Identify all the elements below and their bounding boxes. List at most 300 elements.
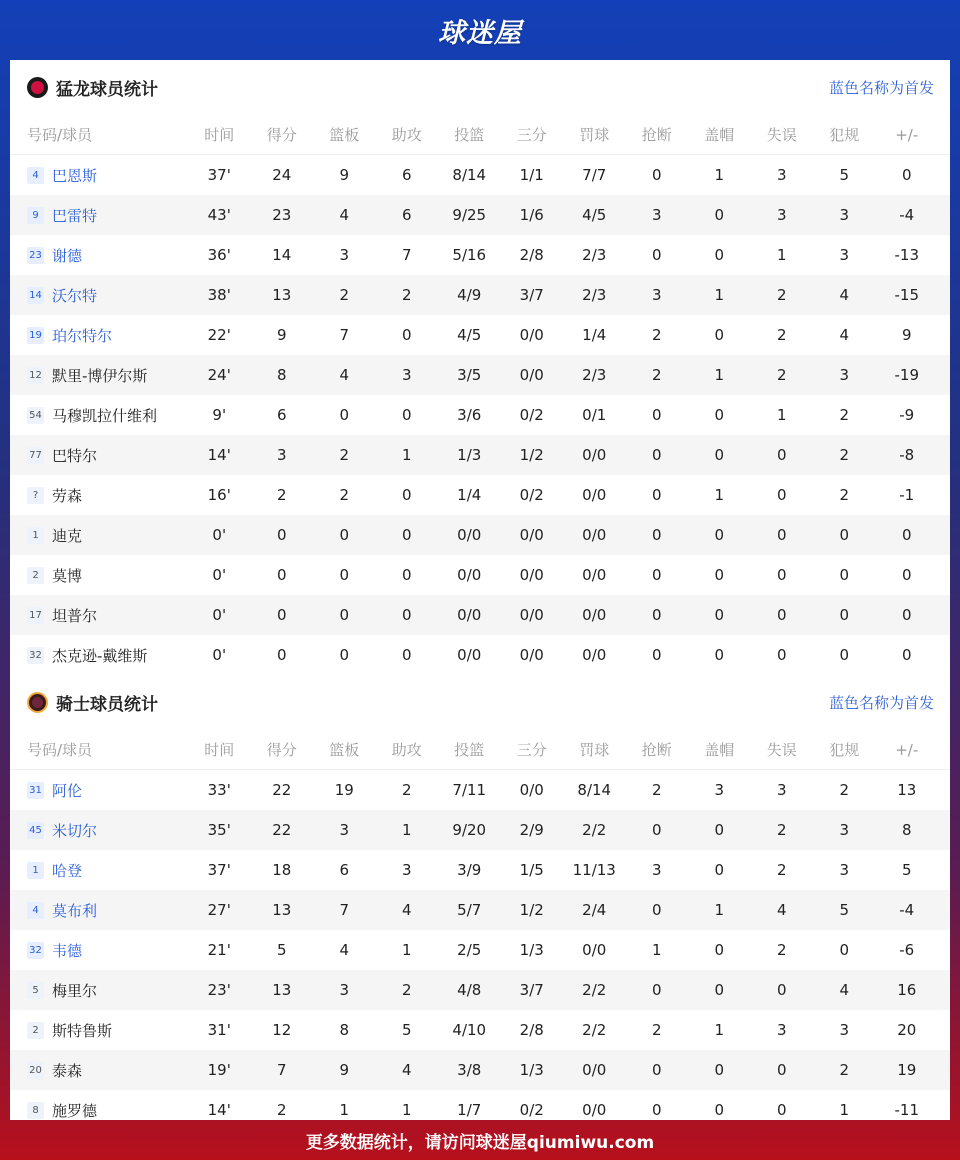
stat-cell: 3: [776, 1021, 787, 1039]
stat-cell: 3/8: [457, 1061, 482, 1079]
jersey-number: 12: [27, 367, 44, 384]
stat-cell: 2/2: [582, 981, 607, 999]
stat-cell: 1/3: [519, 1061, 544, 1079]
stat-cell: 0: [776, 1101, 787, 1119]
stat-cell: 19': [207, 1061, 231, 1079]
stat-cell: 0: [714, 981, 725, 999]
column-header[interactable]: 三分: [516, 126, 547, 144]
stat-cell: 3: [651, 286, 662, 304]
stat-cell: 1/3: [457, 446, 482, 464]
column-header[interactable]: 盖帽: [704, 741, 735, 759]
stat-cell: 22: [272, 821, 292, 839]
player-row[interactable]: [10, 1090, 950, 1120]
player-row[interactable]: [10, 475, 950, 515]
column-header[interactable]: 得分: [266, 126, 297, 144]
column-header[interactable]: +/-: [895, 125, 919, 144]
stat-cell: 2/8: [519, 246, 544, 264]
player-name-link[interactable]: 杰克逊-戴维斯: [52, 646, 148, 665]
stat-cell: 0/0: [457, 606, 482, 624]
stat-cell: 3: [276, 446, 287, 464]
stat-cell: 0: [776, 486, 787, 504]
stat-cell: 1: [714, 166, 725, 184]
stat-cell: 43': [207, 206, 231, 224]
stat-cell: 4: [776, 901, 787, 919]
jersey-number: ?: [27, 487, 44, 504]
player-row[interactable]: [10, 930, 950, 970]
player-cell: [10, 1060, 188, 1081]
stat-cell: 35': [207, 821, 231, 839]
brand-logo: 球迷屋: [438, 17, 522, 49]
player-row[interactable]: [10, 595, 950, 635]
stat-cell: 0/2: [519, 1101, 544, 1119]
stat-cell: 0: [401, 406, 412, 424]
player-name-link[interactable]: 阿伦: [52, 781, 83, 800]
stat-cell: 3: [839, 206, 850, 224]
stat-cell: 2: [776, 366, 787, 384]
player-name-link[interactable]: 梅里尔: [52, 981, 98, 1000]
player-name-link[interactable]: 谢德: [52, 246, 83, 265]
stat-cell: 0: [776, 446, 787, 464]
stat-cell: 8/14: [452, 166, 487, 184]
player-row[interactable]: [10, 890, 950, 930]
player-row[interactable]: [10, 635, 950, 675]
stat-cell: 0/0: [519, 606, 544, 624]
jersey-number: 20: [27, 1062, 44, 1079]
player-row[interactable]: [10, 395, 950, 435]
jersey-number: 8: [27, 1102, 44, 1119]
column-header[interactable]: 抢断: [641, 741, 672, 759]
jersey-number: 32: [27, 942, 44, 959]
footer-text: 更多数据统计，请访问球迷屋qiumiwu.com: [305, 1132, 655, 1153]
stat-cell: 3: [839, 366, 850, 384]
stat-cell: 3/6: [457, 406, 482, 424]
stat-cell: 0: [714, 1061, 725, 1079]
stat-cell: 0: [714, 526, 725, 544]
stat-cell: 0: [339, 606, 350, 624]
stat-cell: 7: [339, 901, 350, 919]
jersey-number: 4: [27, 167, 44, 184]
player-name-link[interactable]: 米切尔: [52, 821, 98, 840]
stat-cell: 11/13: [572, 861, 616, 879]
stat-cell: 0: [651, 901, 662, 919]
player-row[interactable]: [10, 515, 950, 555]
stat-cell: 4/5: [582, 206, 607, 224]
stat-cell: 19: [897, 1061, 917, 1079]
player-row[interactable]: [10, 770, 950, 810]
stat-cell: 2/3: [582, 286, 607, 304]
jersey-number: 77: [27, 447, 44, 464]
player-name-link[interactable]: 巴特尔: [52, 446, 98, 465]
player-name-link[interactable]: 莫布利: [52, 901, 98, 920]
player-row[interactable]: [10, 555, 950, 595]
player-cell: [10, 780, 188, 801]
column-header[interactable]: 篮板: [329, 126, 360, 144]
stat-cell: 0/0: [519, 646, 544, 664]
stat-cell: 19: [334, 781, 354, 799]
stat-cell: 0/2: [519, 406, 544, 424]
stat-cell: 9: [339, 1061, 350, 1079]
stat-cell: 2: [339, 286, 350, 304]
player-cell: [10, 285, 188, 306]
column-header[interactable]: 投篮: [454, 741, 485, 759]
player-row[interactable]: [10, 275, 950, 315]
stat-cell: 14: [272, 246, 292, 264]
stat-cell: 0: [651, 166, 662, 184]
stat-cell: 2/3: [582, 246, 607, 264]
stat-cell: 8/14: [577, 781, 612, 799]
stat-cell: 3: [776, 206, 787, 224]
player-name-link[interactable]: 莫博: [52, 566, 83, 585]
jersey-number: 5: [27, 982, 44, 999]
stat-cell: 2: [839, 1061, 850, 1079]
stat-cell: 22: [272, 781, 292, 799]
stat-cell: 0: [901, 646, 912, 664]
stat-cell: 1/4: [582, 326, 607, 344]
player-cell: [10, 485, 188, 506]
stat-cell: 0: [651, 446, 662, 464]
stat-cell: 0/1: [582, 406, 607, 424]
stat-cell: 2/8: [519, 1021, 544, 1039]
stat-cell: 2/5: [457, 941, 482, 959]
stat-cell: 8: [901, 821, 912, 839]
stat-cell: -4: [899, 206, 915, 224]
player-cell: [10, 1020, 188, 1041]
stat-cell: 2: [776, 286, 787, 304]
stat-cell: 2: [651, 326, 662, 344]
stat-cell: 0: [651, 526, 662, 544]
stat-cell: 0: [651, 566, 662, 584]
stat-cell: -9: [899, 406, 915, 424]
stat-cell: 4: [839, 326, 850, 344]
stat-cell: 4: [339, 366, 350, 384]
player-cell: [10, 645, 188, 666]
stat-cell: 3: [339, 981, 350, 999]
stat-cell: 1: [776, 246, 787, 264]
stat-cell: 1: [714, 486, 725, 504]
player-row[interactable]: [10, 1050, 950, 1090]
stat-cell: 4: [401, 1061, 412, 1079]
stat-cell: 0: [839, 646, 850, 664]
stat-cell: 0: [276, 606, 287, 624]
jersey-number: 14: [27, 287, 44, 304]
column-header[interactable]: 助攻: [391, 741, 422, 759]
starter-legend: 蓝色名称为首发: [828, 79, 934, 97]
stat-cell: 27': [207, 901, 231, 919]
stat-cell: -4: [899, 901, 915, 919]
jersey-number: 19: [27, 327, 44, 344]
player-name-link[interactable]: 斯特鲁斯: [52, 1021, 113, 1040]
stat-cell: 1: [714, 1021, 725, 1039]
player-name-link[interactable]: 巴恩斯: [52, 166, 98, 185]
stat-cell: 18: [272, 861, 292, 879]
stat-cell: 13: [897, 781, 917, 799]
stat-cell: 37': [207, 861, 231, 879]
player-row[interactable]: [10, 315, 950, 355]
stat-cell: 3: [839, 1021, 850, 1039]
stat-cell: 0: [776, 606, 787, 624]
stat-cell: 0: [901, 606, 912, 624]
column-header[interactable]: 失误: [766, 741, 797, 759]
stat-cell: 0/0: [582, 566, 607, 584]
player-name-link[interactable]: 泰森: [52, 1061, 83, 1080]
stat-cell: 2: [276, 1101, 287, 1119]
jersey-number: 31: [27, 782, 44, 799]
stat-cell: 2: [401, 981, 412, 999]
stats-panel: [10, 60, 950, 1120]
player-row[interactable]: [10, 155, 950, 195]
table-header-row: [10, 115, 950, 155]
stat-cell: 3/7: [519, 286, 544, 304]
stat-cell: 13: [272, 981, 292, 999]
jersey-number: 54: [27, 407, 44, 424]
stat-cell: 3: [839, 246, 850, 264]
team-title-group: [27, 690, 158, 715]
stat-cell: 12: [272, 1021, 292, 1039]
player-row[interactable]: [10, 810, 950, 850]
stat-cell: 16': [207, 486, 231, 504]
stat-cell: 2: [339, 446, 350, 464]
stat-cell: 3: [401, 366, 412, 384]
stat-cell: 16: [897, 981, 917, 999]
stat-cell: 1/4: [457, 486, 482, 504]
column-header[interactable]: 时间: [204, 126, 235, 144]
stat-cell: 2: [651, 366, 662, 384]
stat-cell: 2/2: [582, 821, 607, 839]
player-cell: [10, 245, 188, 266]
team-title-group: [27, 75, 158, 100]
stat-cell: 0: [401, 566, 412, 584]
team-section: [10, 60, 950, 675]
stat-cell: 0': [212, 646, 227, 664]
stat-cell: 8: [339, 1021, 350, 1039]
stat-cell: 4/8: [457, 981, 482, 999]
player-name-link[interactable]: 迪克: [52, 526, 83, 545]
stat-cell: 0: [401, 326, 412, 344]
stat-cell: 2: [339, 486, 350, 504]
stat-cell: 0/0: [582, 1061, 607, 1079]
stat-cell: 5: [901, 861, 912, 879]
player-cell: [10, 940, 188, 961]
stat-cell: 0: [839, 566, 850, 584]
cavaliers-logo-icon: [27, 692, 48, 713]
stat-cell: 9: [276, 326, 287, 344]
column-header[interactable]: 失误: [766, 126, 797, 144]
jersey-number: 17: [27, 607, 44, 624]
footer-banner[interactable]: [0, 1120, 960, 1160]
player-name-link[interactable]: 默里-博伊尔斯: [52, 366, 148, 385]
jersey-number: 2: [27, 1022, 44, 1039]
stat-cell: 0/0: [457, 646, 482, 664]
column-header[interactable]: 篮板: [329, 741, 360, 759]
column-header[interactable]: 犯规: [829, 741, 860, 759]
player-cell: [10, 325, 188, 346]
stat-cell: 3: [839, 821, 850, 839]
stat-cell: 0: [651, 981, 662, 999]
player-name-link[interactable]: 坦普尔: [52, 606, 98, 625]
stat-cell: 0: [901, 166, 912, 184]
column-header[interactable]: 助攻: [391, 126, 422, 144]
player-name-link[interactable]: 沃尔特: [52, 286, 98, 305]
player-name-link[interactable]: 马穆凯拉什维利: [52, 406, 158, 425]
player-cell: [10, 405, 188, 426]
stat-cell: 1/1: [519, 166, 544, 184]
stat-cell: 0: [401, 526, 412, 544]
stat-cell: 0: [339, 646, 350, 664]
stat-cell: 7: [339, 326, 350, 344]
stat-cell: 0: [776, 526, 787, 544]
stat-cell: 0: [651, 606, 662, 624]
stat-cell: 0/2: [519, 486, 544, 504]
stat-cell: 1: [401, 821, 412, 839]
stat-cell: 0: [839, 941, 850, 959]
stat-cell: 4: [339, 941, 350, 959]
jersey-number: 32: [27, 647, 44, 664]
stat-cell: 38': [207, 286, 231, 304]
player-name-link[interactable]: 劳森: [52, 486, 83, 505]
stat-cell: 0/0: [582, 1101, 607, 1119]
stat-cell: 0/0: [582, 526, 607, 544]
stat-cell: 3: [839, 861, 850, 879]
stat-cell: 3/5: [457, 366, 482, 384]
stat-cell: 1/7: [457, 1101, 482, 1119]
stat-cell: 2: [776, 861, 787, 879]
stat-cell: 0: [776, 566, 787, 584]
stat-cell: 1/5: [519, 861, 544, 879]
stat-cell: 0: [714, 1101, 725, 1119]
stat-cell: 2: [401, 781, 412, 799]
player-row[interactable]: [10, 1010, 950, 1050]
stat-cell: 14': [207, 446, 231, 464]
stat-cell: 9: [339, 166, 350, 184]
stat-cell: 1/3: [519, 941, 544, 959]
stat-cell: 2: [839, 486, 850, 504]
stat-cell: 0/0: [582, 941, 607, 959]
stat-cell: 0: [339, 526, 350, 544]
player-name-link[interactable]: 韦德: [52, 941, 83, 960]
stat-cell: 6: [401, 206, 412, 224]
column-header[interactable]: +/-: [895, 740, 919, 759]
column-header[interactable]: 盖帽: [704, 126, 735, 144]
player-name-link[interactable]: 巴雷特: [52, 206, 98, 225]
player-row[interactable]: [10, 235, 950, 275]
column-header[interactable]: 犯规: [829, 126, 860, 144]
stat-cell: 0: [776, 1061, 787, 1079]
player-name-link[interactable]: 哈登: [52, 861, 83, 880]
player-cell: [10, 445, 188, 466]
stat-cell: -19: [894, 366, 919, 384]
stat-cell: 5: [839, 901, 850, 919]
player-cell: [10, 820, 188, 841]
stat-cell: 23: [272, 206, 292, 224]
stat-cell: 0: [714, 606, 725, 624]
stat-cell: 0: [714, 941, 725, 959]
column-header[interactable]: 投篮: [454, 126, 485, 144]
stat-cell: 6: [339, 861, 350, 879]
stat-cell: 13: [272, 286, 292, 304]
stat-cell: 8: [276, 366, 287, 384]
stat-cell: 0: [651, 406, 662, 424]
stat-cell: -8: [899, 446, 915, 464]
stat-cell: 1: [714, 366, 725, 384]
column-header[interactable]: 号码/球员: [27, 741, 93, 759]
player-cell: [10, 165, 188, 186]
stat-cell: 0/0: [582, 606, 607, 624]
column-header[interactable]: 得分: [266, 741, 297, 759]
player-name-link[interactable]: 施罗德: [52, 1101, 98, 1120]
jersey-number: 1: [27, 527, 44, 544]
stat-cell: 37': [207, 166, 231, 184]
stat-cell: 1: [714, 901, 725, 919]
brand-header: [0, 0, 960, 60]
column-header[interactable]: 号码/球员: [27, 126, 93, 144]
stat-cell: 3: [651, 861, 662, 879]
stat-cell: 1: [339, 1101, 350, 1119]
stat-cell: 4/5: [457, 326, 482, 344]
stat-cell: 0: [276, 646, 287, 664]
stat-cell: 4/10: [452, 1021, 487, 1039]
team-title: 骑士球员统计: [56, 695, 158, 715]
stat-cell: 2: [839, 446, 850, 464]
stat-cell: 4/9: [457, 286, 482, 304]
table-header-row: [10, 730, 950, 770]
jersey-number: 4: [27, 902, 44, 919]
stat-cell: 0: [651, 646, 662, 664]
stat-cell: 0: [901, 566, 912, 584]
stat-cell: 3: [651, 206, 662, 224]
player-row[interactable]: [10, 435, 950, 475]
stat-cell: 0: [901, 526, 912, 544]
stat-cell: 0: [401, 646, 412, 664]
player-row[interactable]: [10, 195, 950, 235]
stat-cell: 3: [714, 781, 725, 799]
stat-cell: 5: [401, 1021, 412, 1039]
stat-cell: 0': [212, 566, 227, 584]
player-name-link[interactable]: 珀尔特尔: [52, 326, 113, 345]
column-header[interactable]: 时间: [204, 741, 235, 759]
player-cell: [10, 605, 188, 626]
column-header[interactable]: 抢断: [641, 126, 672, 144]
stat-cell: 36': [207, 246, 231, 264]
stat-cell: 0/0: [519, 366, 544, 384]
stat-cell: 0/0: [457, 566, 482, 584]
stat-cell: 3: [339, 246, 350, 264]
stat-cell: 0: [276, 526, 287, 544]
column-header[interactable]: 罚球: [579, 741, 610, 759]
stat-cell: 2/3: [582, 366, 607, 384]
stat-cell: 0: [651, 1101, 662, 1119]
stat-cell: 2/2: [582, 1021, 607, 1039]
stat-cell: 1: [776, 406, 787, 424]
team-section: [10, 675, 950, 1120]
player-row[interactable]: [10, 355, 950, 395]
player-row[interactable]: [10, 850, 950, 890]
player-cell: [10, 205, 188, 226]
stat-cell: 9/25: [452, 206, 487, 224]
stat-cell: 0': [212, 526, 227, 544]
team-title: 猛龙球员统计: [56, 80, 158, 100]
stat-cell: 0: [714, 566, 725, 584]
stat-cell: 0: [401, 606, 412, 624]
player-row[interactable]: [10, 970, 950, 1010]
stat-cell: 31': [207, 1021, 231, 1039]
stat-cell: 1/2: [519, 901, 544, 919]
stat-cell: 0: [714, 646, 725, 664]
stat-cell: 7/11: [452, 781, 487, 799]
column-header[interactable]: 三分: [516, 741, 547, 759]
column-header[interactable]: 罚球: [579, 126, 610, 144]
stat-cell: 0/0: [519, 781, 544, 799]
stat-cell: 4: [839, 286, 850, 304]
